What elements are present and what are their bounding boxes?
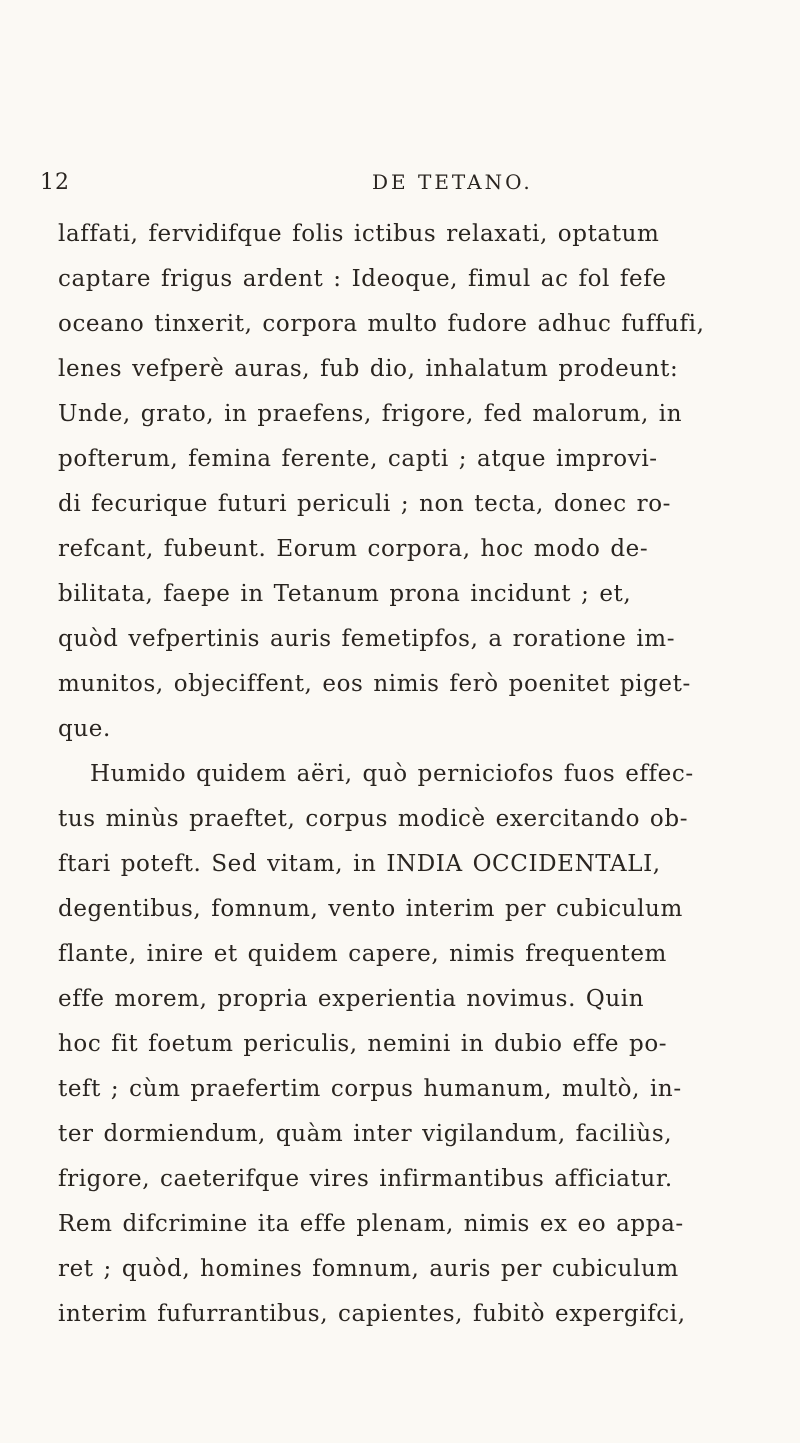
text-line: ter dormiendum, quàm inter vigilandum, faciliùs, <box>58 1121 673 1147</box>
text-line: ftari poteft. Sed vitam, in INDIA OCCIDENTALI, <box>58 851 661 877</box>
running-title: DE TETANO. <box>372 170 533 194</box>
text-line: quòd vefpertinis auris femetipfos, a roratione im- <box>58 626 676 652</box>
text-line: flante, inire et quidem capere, nimis frequentem <box>58 941 667 967</box>
text-line: oceano tinxerit, corpora multo fudore adhuc fuffufi, <box>58 311 705 337</box>
text-line: di fecurique futuri periculi ; non tecta, donec ro- <box>58 491 672 517</box>
text-line: ret ; quòd, homines fomnum, auris per cubiculum <box>58 1256 679 1282</box>
text-line: hoc fit foetum periculis, nemini in dubio effe po- <box>58 1031 668 1057</box>
text-line: effe morem, propria experientia novimus. Quin <box>58 986 645 1012</box>
text-line: lenes vefperè auras, fub dio, inhalatum prodeunt: <box>58 356 679 382</box>
text-line: munitos, objeciffent, eos nimis ferò poenitet piget- <box>58 671 691 697</box>
running-head <box>40 170 800 200</box>
text-line: interim fufurrantibus, capientes, fubitò expergifci, <box>58 1301 686 1327</box>
text-line: refcant, fubeunt. Eorum corpora, hoc modo de- <box>58 536 649 562</box>
text-line: Unde, grato, in praefens, frigore, fed malorum, in <box>58 401 683 427</box>
text-line: tus minùs praeftet, corpus modicè exercitando ob- <box>58 806 689 832</box>
text-line: Rem difcrimine ita effe plenam, nimis ex eo appa- <box>58 1211 684 1237</box>
text-line: que. <box>58 716 111 742</box>
page-number: 12 <box>40 170 70 195</box>
text-line: laffati, fervidifque folis ictibus relaxati, optatum <box>58 221 660 247</box>
paragraph-start-line: Humido quidem aëri, quò perniciofos fuos effec- <box>90 761 694 787</box>
body-text <box>58 212 768 1337</box>
text-line: bilitata, faepe in Tetanum prona incidunt ; et, <box>58 581 632 607</box>
text-line: pofterum, femina ferente, capti ; atque improvi- <box>58 446 658 472</box>
text-line: frigore, caeterifque vires infirmantibus afficiatur. <box>58 1166 673 1192</box>
text-line: captare frigus ardent : Ideoque, fimul ac fol fefe <box>58 266 667 292</box>
text-line: teft ; cùm praefertim corpus humanum, multò, in- <box>58 1076 682 1102</box>
text-line: degentibus, fomnum, vento interim per cubiculum <box>58 896 683 922</box>
